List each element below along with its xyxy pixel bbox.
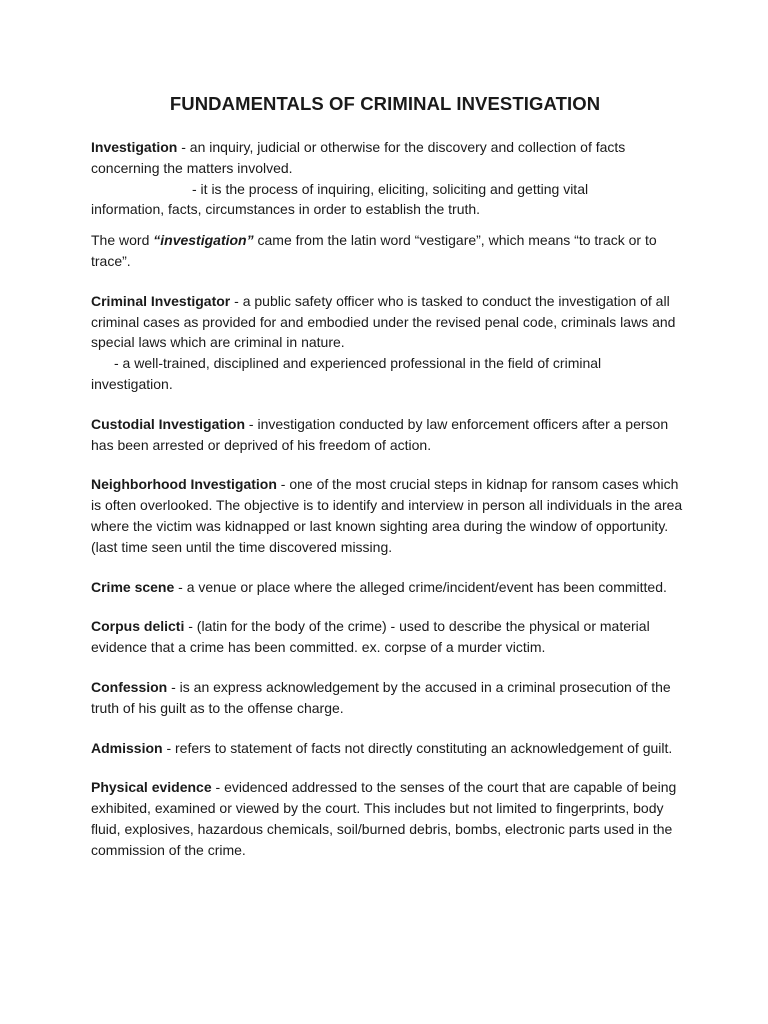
term-corpus-delicti: Corpus delicti: [91, 618, 185, 635]
entry-neighborhood-investigation: [91, 474, 688, 557]
criminal-investigator-definition-2-cont: investigation.: [91, 375, 173, 392]
entry-investigation: [91, 137, 688, 220]
entry-confession: [91, 677, 688, 719]
entry-criminal-investigator: [91, 291, 688, 395]
entry-word-origin: [91, 230, 688, 272]
term-investigation-quoted: “investigation”: [153, 232, 254, 249]
term-physical-evidence: Physical evidence: [91, 779, 212, 796]
confession-definition: - is an express acknowledgement by the accused in a criminal prosecution of the truth of his guilt as to the offense charge.: [91, 678, 671, 716]
term-criminal-investigator: Criminal Investigator: [91, 292, 231, 309]
entry-crime-scene: [91, 577, 688, 598]
entry-corpus-delicti: [91, 616, 688, 658]
term-crime-scene: Crime scene: [91, 578, 175, 595]
corpus-delicti-definition: - (latin for the body of the crime) - used to describe the physical or material evidence that a crime has been committed. ex. corpse of a murder victim.: [91, 618, 650, 656]
term-admission: Admission: [91, 739, 163, 756]
neighborhood-investigation-definition: - one of the most crucial steps in kidnap for ransom cases which is often overlooked. The objective is to identify and interview in person all individuals in the area where the victim was kidnapped or last known sighting area during the window of opportunity.(last time seen until the time discovered missing.: [91, 476, 683, 555]
entry-admission: [91, 738, 688, 759]
physical-evidence-definition: - evidenced addressed to the senses of the court that are capable of being exhibited, examined or viewed by the court. This includes but not limited to fingerprints, body fluid, explosives, hazardous chemicals, soil/burned debris, bombs, electronic parts used in the commission of the crime.: [91, 779, 677, 858]
investigation-definition-1: Investigation - an inquiry, judicial or otherwise for the discovery and collection of facts concerning the matters involved.: [91, 139, 626, 176]
criminal-investigator-definition-1: Criminal Investigator - a public safety officer who is tasked to conduct the investigation of all criminal cases as provided for and embodied under the revised penal code, criminals laws and special laws which are criminal in nature.: [91, 292, 676, 351]
admission-definition: - refers to statement of facts not directly constituting an acknowledgement of guilt.: [162, 739, 673, 756]
document-title: FUNDAMENTALS OF CRIMINAL INVESTIGATION: [169, 93, 601, 114]
entry-custodial-investigation: [91, 414, 688, 456]
investigation-definition-2-cont: information, facts, circumstances in order to establish the truth.: [91, 201, 481, 218]
term-confession: Confession: [91, 678, 168, 695]
entry-physical-evidence: [91, 777, 688, 860]
investigation-definition-2: - it is the process of inquiring, eliciting, soliciting and getting vital: [192, 180, 589, 197]
term-investigation: Investigation: [91, 139, 178, 155]
crime-scene-definition: - a venue or place where the alleged crime/incident/event has been committed.: [174, 578, 667, 595]
criminal-investigator-definition-2: - a well-trained, disciplined and experienced professional in the field of criminal: [114, 355, 602, 372]
term-neighborhood-investigation: Neighborhood Investigation: [91, 476, 277, 493]
custodial-investigation-definition: - investigation conducted by law enforcement officers after a person has been arrested or deprived of his freedom of action.: [91, 415, 669, 453]
term-custodial-investigation: Custodial Investigation: [91, 415, 246, 432]
word-origin-text: The word “investigation” came from the latin word “vestigare”, which means “to track or to trace”.: [91, 232, 657, 269]
